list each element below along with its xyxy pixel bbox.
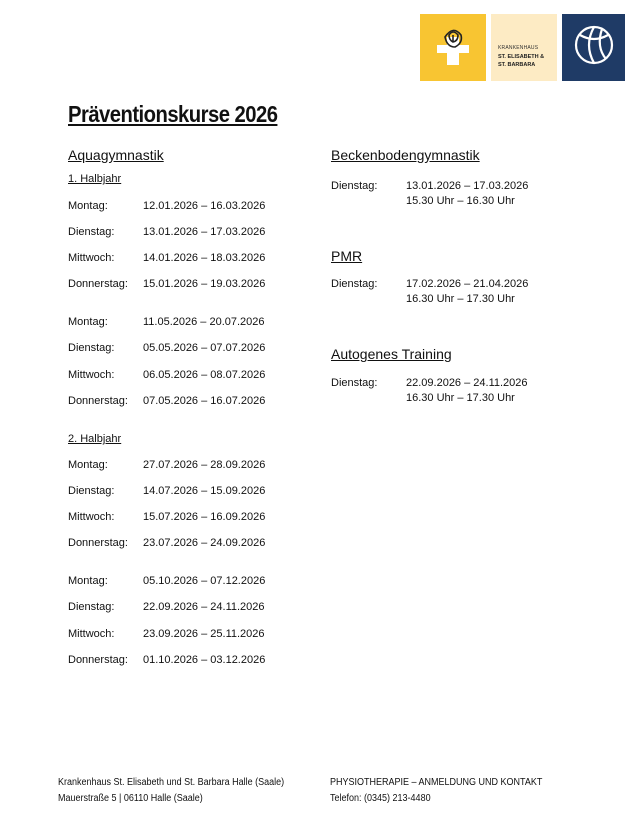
pmr-heading: PMR <box>331 248 363 264</box>
course-dates: 17.02.2026 – 21.04.2026 <box>406 278 529 290</box>
schedule-dates: 06.05.2026 – 08.07.2026 <box>143 369 266 381</box>
course-day: Dienstag: <box>331 278 378 290</box>
half-year-1-label: 1. Halbjahr <box>68 173 122 185</box>
hospital-logo-mark <box>420 14 486 81</box>
schedule-day: Montag: <box>68 459 108 471</box>
course-day: Dienstag: <box>331 180 378 192</box>
schedule-day: Mittwoch: <box>68 628 115 640</box>
schedule-dates: 23.07.2026 – 24.09.2026 <box>143 537 266 549</box>
schedule-day: Dienstag: <box>68 342 115 354</box>
schedule-dates: 13.01.2026 – 17.03.2026 <box>143 226 266 238</box>
footer-phone: Telefon: (0345) 213-4480 <box>330 793 431 804</box>
schedule-dates: 14.07.2026 – 15.09.2026 <box>143 485 266 497</box>
footer-contact <box>330 775 542 807</box>
schedule-day: Montag: <box>68 575 108 587</box>
aquagymnastik-heading: Aquagymnastik <box>68 147 164 163</box>
footer-department: PHYSIOTHERAPIE – ANMELDUNG UND KONTAKT <box>330 777 543 788</box>
schedule-day: Dienstag: <box>68 601 115 613</box>
footer-street: Mauerstraße 5 | 06110 Halle (Saale) <box>58 793 203 804</box>
schedule-dates: 05.10.2026 – 07.12.2026 <box>143 575 266 587</box>
ball-icon <box>572 23 616 72</box>
schedule-day: Mittwoch: <box>68 252 115 264</box>
schedule-dates: 12.01.2026 – 16.03.2026 <box>143 200 266 212</box>
schedule-dates: 27.07.2026 – 28.09.2026 <box>143 459 266 471</box>
cross-rose-icon <box>433 23 473 72</box>
footer-hospital-name: Krankenhaus St. Elisabeth und St. Barbara Halle (Saale) <box>58 777 285 788</box>
autogenes-time: 16.30 Uhr – 17.30 Uhr <box>406 392 515 404</box>
schedule-dates: 23.09.2026 – 25.11.2026 <box>143 628 265 640</box>
schedule-dates: 05.05.2026 – 07.07.2026 <box>143 342 266 354</box>
schedule-day: Montag: <box>68 316 108 328</box>
schedule-dates: 07.05.2026 – 16.07.2026 <box>143 395 266 407</box>
logo-line-3: ST. BARBARA <box>498 62 536 68</box>
beckenboden-heading: Beckenbodengymnastik <box>331 147 480 163</box>
schedule-dates: 15.07.2026 – 16.09.2026 <box>143 511 266 523</box>
schedule-day: Mittwoch: <box>68 511 115 523</box>
logo-line-1: KRANKENHAUS <box>498 45 539 51</box>
page-title: Präventionskurse 2026 <box>68 101 278 127</box>
pmr-time: 16.30 Uhr – 17.30 Uhr <box>406 293 515 305</box>
schedule-dates: 11.05.2026 – 20.07.2026 <box>143 316 265 328</box>
course-dates: 22.09.2026 – 24.11.2026 <box>406 377 528 389</box>
schedule-day: Donnerstag: <box>68 654 128 666</box>
beckenboden-time: 15.30 Uhr – 16.30 Uhr <box>406 195 515 207</box>
autogenes-heading: Autogenes Training <box>331 346 452 362</box>
course-day: Dienstag: <box>331 377 378 389</box>
schedule-day: Donnerstag: <box>68 537 128 549</box>
physio-logo <box>562 14 625 81</box>
schedule-day: Montag: <box>68 200 108 212</box>
schedule-day: Donnerstag: <box>68 395 128 407</box>
schedule-dates: 01.10.2026 – 03.12.2026 <box>143 654 266 666</box>
course-dates: 13.01.2026 – 17.03.2026 <box>406 180 529 192</box>
logo-line-2: ST. ELISABETH & <box>498 54 545 60</box>
half-year-2-label: 2. Halbjahr <box>68 433 122 445</box>
schedule-dates: 22.09.2026 – 24.11.2026 <box>143 601 265 613</box>
schedule-dates: 15.01.2026 – 19.03.2026 <box>143 278 266 290</box>
schedule-dates: 14.01.2026 – 18.03.2026 <box>143 252 266 264</box>
schedule-day: Donnerstag: <box>68 278 128 290</box>
schedule-day: Dienstag: <box>68 226 115 238</box>
schedule-day: Mittwoch: <box>68 369 115 381</box>
schedule-day: Dienstag: <box>68 485 115 497</box>
hospital-logo-text <box>491 14 557 81</box>
footer-address <box>58 775 284 807</box>
